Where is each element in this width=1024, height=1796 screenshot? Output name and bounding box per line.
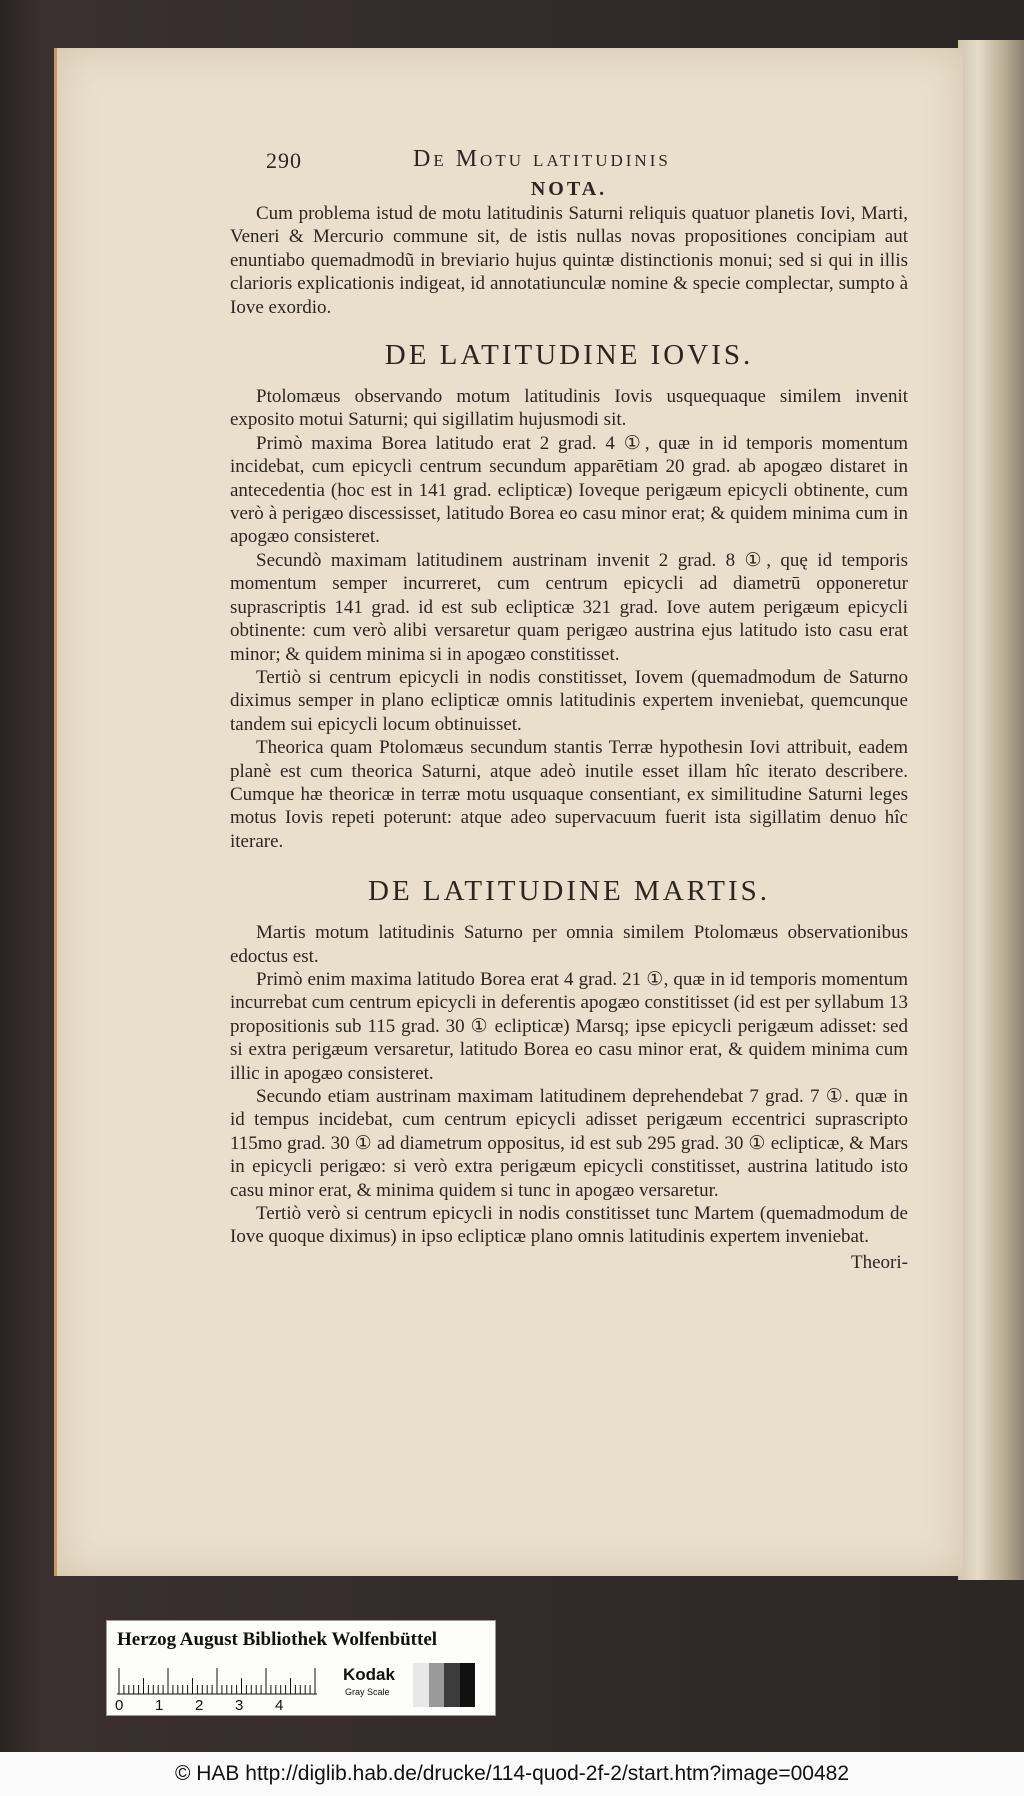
library-color-card bbox=[106, 1620, 496, 1716]
ruler-label: 1 bbox=[155, 1697, 164, 1714]
measurement-ruler bbox=[117, 1665, 317, 1695]
running-head bbox=[230, 144, 908, 178]
mars-paragraph-2: Primò enim maxima latitudo Borea erat 4 grad. 21 ①, quæ in id temporis momentum incurrebat cum centrum epicycli in deferentis apogæo constitisset (id est per syllabum 13 propositionis sub 115 grad. 30 ① eclipticæ) Marsq; ipse epicycli perigæum adisset: sed si extra perigæum versaretur, latitudo Borea eo casu minor erat, & quidem minima cum illic in apogæo consisteret. bbox=[230, 968, 908, 1084]
gray-swatch bbox=[413, 1663, 429, 1707]
mars-paragraph-3: Secundo etiam austrinam maximam latitudinem deprehendebat 7 grad. 7 ①. quæ in id tempus incidebat, cum centrum epicycli adisset perigæum eccentrici suprascripto 115mo grad. 30 ① ad diametrum oppositus, id est sub 295 grad. 30 ① eclipticæ, & Mars in epicycli perigæo: si verò extra perigæum epicycli constitisset, austrina latitudo isto casu minor erat, & minima quidem si tunc in apogæo versaretur. bbox=[230, 1086, 908, 1201]
jupiter-paragraph-4: Tertiò si centrum epicycli in nodis constitisset, Iovem (quemadmodum de Saturno diximus semper in plano eclipticæ omnis latitudinis expertem inveniebat, quemcunque tandem sui epicycli locum obtinuisset. bbox=[230, 666, 908, 735]
footer-copyright-link[interactable]: © HAB http://diglib.hab.de/drucke/114-quod-2f-2/start.htm?image=00482 bbox=[174, 1762, 850, 1785]
nota-heading: NOTA. bbox=[530, 178, 608, 200]
gray-swatch bbox=[460, 1663, 476, 1707]
jupiter-paragraph-5: Theorica quam Ptolomæus secundum stantis Terræ hypothesin Iovi attribuit, eadem planè est cum theorica Saturni, atque adeò inutile esset illam hîc iterato describere. Cumque hæ theoricæ in terræ motu usquaque consentiant, ex similitudine Saturni leges motus Iovis repeti poterunt: atque adeo supervacuum fuerit ista sigillatim denuo hîc iterare. bbox=[230, 737, 908, 852]
gray-swatches bbox=[413, 1663, 475, 1707]
facing-page-edge bbox=[958, 40, 1024, 1580]
section-heading-jupiter: DE LATITUDINE IOVIS. bbox=[384, 339, 754, 372]
mars-paragraph-1: Martis motum latitudinis Saturno per omnia similem Ptolomæus observationibus edoctus est. bbox=[230, 922, 908, 967]
page-number: 290 bbox=[266, 148, 302, 173]
gray-swatch bbox=[429, 1663, 445, 1707]
ruler-label: 4 bbox=[275, 1697, 284, 1714]
section-heading-mars: DE LATITUDINE MARTIS. bbox=[368, 875, 770, 908]
nota-paragraph: Cum problema istud de motu latitudinis Saturni reliquis quatuor planetis Iovi, Marti, Veneri & Mercurio commune sit, de istis nullas novas propositiones concipiam aut enuntiabo quemadmodũ in breviario hujus quintæ distinctionis monui; sed si qui in illis clarioris explicationis indigeat, id annotatiunculæ nomine & specie complectar, sumpto à Iove exordio. bbox=[230, 203, 908, 318]
ruler-label: 3 bbox=[235, 1697, 244, 1714]
jupiter-paragraph-1: Ptolomæus observando motum latitudinis Iovis usquequaque similem invenit exposito motui Saturni; qui sigillatim hujusmodi sit. bbox=[230, 386, 908, 431]
kodak-gray-scale bbox=[333, 1663, 483, 1709]
jupiter-paragraph-3: Secundò maximam latitudinem austrinam invenit 2 grad. 8 ①, quę id temporis momentum semper incurreret, cum centrum epicycli ad diametrū opponeretur suprascriptis 141 grad. id est sub eclipticæ 321 grad. Iove autem perigæum epicycli obtinente: cum verò alibi versaretur quam perigæo austrina ejus latitudo isto casu erat minor; & quidem minima si in apogæo constitisset. bbox=[230, 549, 908, 665]
mars-paragraph-4: Tertiò verò si centrum epicycli in nodis constitisset tunc Martem (quemadmodum de Iove quoque diximus) in ipso eclipticæ plano omnis latitudinis expertem inveniebat. bbox=[230, 1203, 908, 1248]
gray-swatch bbox=[444, 1663, 460, 1707]
library-name: Herzog August Bibliothek Wolfenbüttel bbox=[117, 1629, 438, 1650]
kodak-sublabel: Gray Scale bbox=[345, 1687, 390, 1697]
ruler-label: 0 bbox=[115, 1697, 124, 1714]
catchword: Theori- bbox=[851, 1251, 908, 1273]
jupiter-paragraph-2: Primò maxima Borea latitudo erat 2 grad. 4 ①, quæ in id temporis momentum incidebat, cum epicycli centrum secundum apparētiam 20 grad. ab apogæo distaret in antecedentia (hoc est in 141 grad. eclipticæ) Ioveque perigæum epicycli obtinente, cum verò à perigæo discessisset, latitudo Borea eo casu minor erat; & quidem minima cum in apogæo consisteret. bbox=[230, 432, 908, 548]
kodak-label: Kodak bbox=[343, 1665, 395, 1684]
footer-bar bbox=[0, 1752, 1024, 1796]
ruler-label: 2 bbox=[195, 1697, 204, 1714]
running-title: De Motu latitudinis bbox=[413, 146, 671, 172]
page-text-block bbox=[230, 144, 908, 1275]
